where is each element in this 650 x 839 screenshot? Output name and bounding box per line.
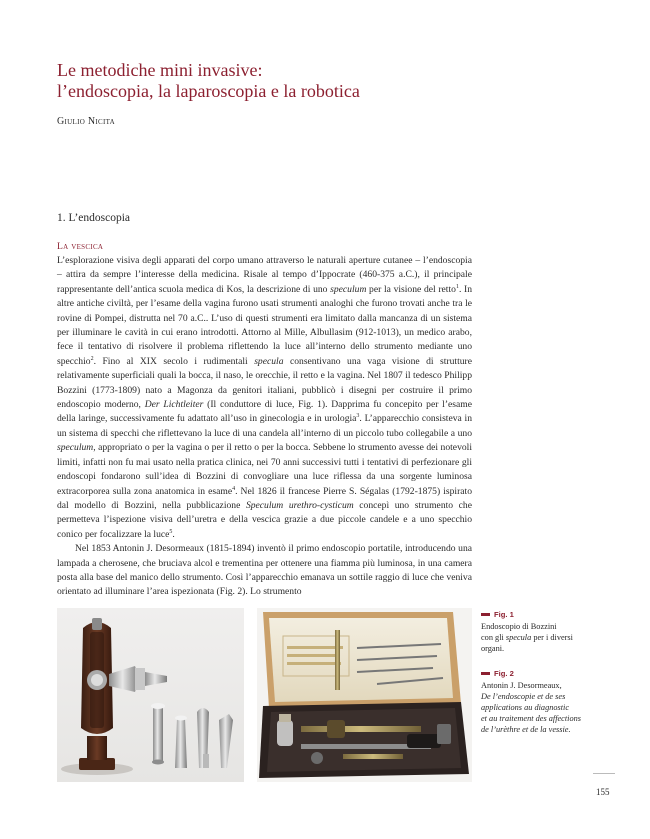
text-run: . Nel 1826 il francese Pierre S. Ségalas (1792-1875) ispirato dal modello di Bozzini, nella pubblicazione (57, 485, 472, 511)
caption-line: organi. (481, 644, 505, 653)
text-run: L’esplorazione visiva degli apparati del corpo umano attraverso le naturali aperture cutanee – l’endoscopia – attira da sempre l’interesse della medicina. Risale al tempo d’Ippocrate (460-375 a.C.), il principale rappresentante dell’antica scuola medica di Kos, la descrizione di uno (57, 255, 472, 295)
caption-line (481, 632, 601, 643)
text-run: . Fino al XIX secolo i rudimentali (93, 355, 255, 367)
footnote-ref: 4 (232, 485, 236, 492)
caption-line: applications au diagnostic (481, 703, 570, 712)
text-run: consentivano una vaga visione di strutture relativamente superficiali quali la bocca, il naso, le orecchie, il retto e la vagina. Nel 1807 il tedesco Philipp Bozzini (1773-1809) nato a Magonza da genitori italiani, pubblicò i disegni per costruire il primo endoscopio moderno, (57, 355, 472, 411)
page-number: 155 (596, 787, 610, 797)
italic-term: Der Lichtleiter (144, 399, 204, 411)
text-run: , appropriato o per la vagina o per il retto o per la bocca. Sebbene lo strumento avesse dei notevoli limiti, infatti non fu mai usato nella pratica clinica, nei 70 anni successivi tutti i tentativi di perfezionare gli endoscopi fondarono sull’idea di Bozzini di convogliare una luce riflessa da una sorgente luminosa extracorporea sulla zona anatomica in esame (57, 442, 472, 497)
text-run: . L’apparecchio consisteva in un sistema di specchi che riflettevano la luce di una candela all’interno di un piccolo tubo collegabile a uno (57, 413, 472, 439)
italic-term: Speculum urethro-cysticum (245, 499, 354, 511)
caption-line: et au traitement des affections (481, 714, 582, 723)
footnote-ref: 5 (169, 528, 173, 535)
paragraph-1 (57, 254, 472, 542)
subsection-heading: La vescica (57, 241, 104, 252)
text-run: . In altre antiche civiltà, per l’esame della vagina furono usati strumenti analoghi che furono trovati anche tra le rovine di Pompei, distrutta nel 70 a.C.. L’uso di questi strumenti era limitato dalla mancanza di un sistema per illuminare le cavità in cui erano introdotti. Attorno al Mille, Albullasim (912-1013), un medico arabo, fece il tentativo di risolvere il problema riflettendo la luce all’interno dello strumento mediante uno specchio (57, 283, 473, 367)
text-run: . (172, 528, 175, 540)
figure-2-label (481, 668, 601, 679)
italic-term: speculum (330, 283, 367, 295)
footnote-ref: 2 (90, 355, 94, 362)
text-run: per la visione del retto (366, 283, 456, 295)
caption-italic: specula (505, 633, 532, 642)
caption-line: De l’endoscopie et de ses (481, 692, 566, 701)
page-number-rule (593, 773, 615, 774)
figure-1-caption (481, 609, 601, 654)
footnote-ref: 3 (356, 413, 360, 420)
figure-2-caption (481, 668, 601, 735)
italic-term: speculum (57, 442, 94, 454)
caption-run: con gli (481, 633, 506, 642)
chapter-title-line-2: l’endoscopia, la laparoscopia e la robotica (57, 81, 360, 101)
caption-marker-icon (481, 672, 490, 675)
figure-1-label (481, 609, 601, 620)
figure-2-image (257, 608, 472, 782)
chapter-title (57, 60, 497, 102)
section-heading: 1. L’endoscopia (57, 212, 131, 224)
text-run: concepì uno strumento che permetteva l’ispezione visiva dell’uretra e della vescica grazie a due piccole candele e a uno specchio conico per focalizzare la luce (57, 499, 472, 540)
figure-1-image (57, 608, 244, 782)
italic-term: specula (254, 355, 284, 367)
caption-run: per i diversi (531, 633, 573, 642)
figure-2-label-text: Fig. 2 (494, 669, 514, 678)
caption-line: Antonin J. Desormeaux, (481, 681, 562, 690)
caption-line: Endoscopio di Bozzini (481, 622, 557, 631)
chapter-title-line-1: Le metodiche mini invasive: (57, 60, 263, 80)
figure-1-label-text: Fig. 1 (494, 610, 514, 619)
footnote-ref: 1 (455, 283, 459, 290)
paragraph-2: Nel 1853 Antonin J. Desormeaux (1815-1894) inventò il primo endoscopio portatile, introducendo una lampada a cherosene, che bruciava alcol e trementina per ottenere una fiamma più luminosa, in una camera posta alla base del manico dello strumento. Così l’apparecchio emanava un sottile raggio di luce che veniva orientato ad illuminare l’area ispezionata (Fig. 2). Lo strumento (57, 543, 472, 598)
body-text (57, 254, 472, 600)
text-run: (Il conduttore di luce, Fig. 1). Dapprima fu concepito per l’esame della laringe, successivamente fu adattato all’uso in ginecologia e in urologia (57, 399, 472, 425)
caption-marker-icon (481, 613, 490, 616)
caption-line: de l’urèthre et de la vessie. (481, 725, 571, 734)
bozzini-endoscope-illustration (57, 608, 244, 782)
author-name: Giulio Nicita (57, 116, 115, 127)
desormeaux-endoscope-case-illustration (257, 608, 472, 782)
